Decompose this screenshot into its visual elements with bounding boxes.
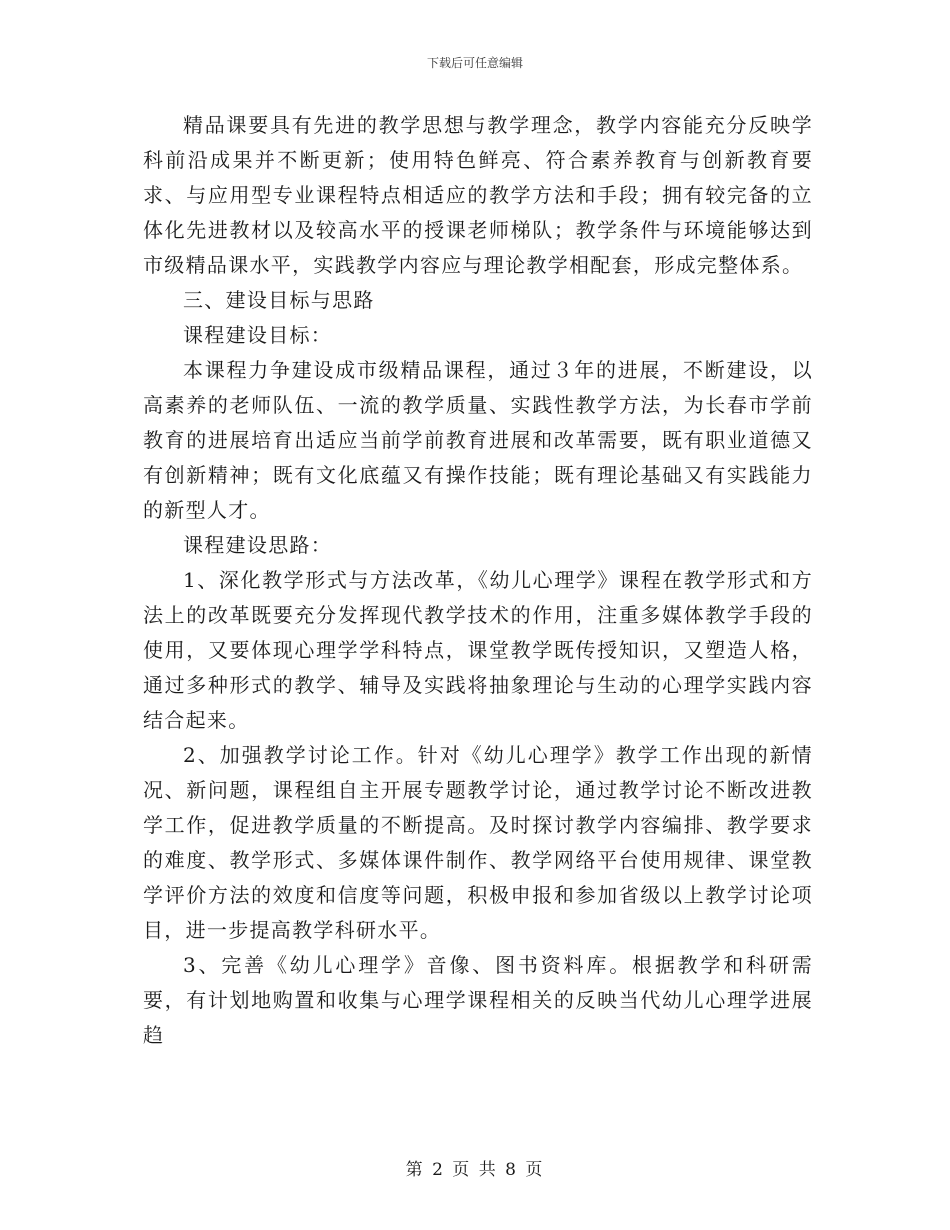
paragraph-approach-1: 1、深化教学形式与方法改革，《幼儿心理学》课程在教学形式和方法上的改革既要充分发挥现代教学技术的作用，注重多媒体教学手段的使用，又要体现心理学学科特点，课堂教学既传授知识，又塑造人格，通过多种形式的教学、辅导及实践将抽象理论与生动的心理学实践内容结合起来。 bbox=[143, 568, 813, 732]
page-number-footer: 第 2 页 共 8 页 bbox=[405, 1160, 545, 1180]
subheading-construction-goal: 课程建设目标： bbox=[183, 323, 333, 347]
paragraph-construction-goal: 本课程力争建设成市级精品课程，通过３年的进展，不断建设，以高素养的老师队伍、一流的教学质量、实践性教学方法，为长春市学前教育的进展培育出适应当前学前教育进展和改革需要，既有职业道德又有创新精神；既有文化底蕴又有操作技能；既有理论基础又有实践能力的新型人才。 bbox=[143, 358, 813, 522]
section-heading-goals: 三、建设目标与思路 bbox=[183, 288, 375, 312]
paragraph-approach-3: 3、完善《幼儿心理学》音像、图书资料库。根据教学和科研需要，有计划地购置和收集与心理学课程相关的反映当代幼儿心理学进展趋 bbox=[143, 953, 813, 1047]
paragraph-course-requirements: 精品课要具有先进的教学思想与教学理念，教学内容能充分反映学科前沿成果并不断更新；使用特色鲜亮、符合素养教育与创新教育要求、与应用型专业课程特点相适应的教学方法和手段；拥有较完备的立体化先进教材以及较高水平的授课老师梯队；教学条件与环境能够达到市级精品课水平，实践教学内容应与理论教学相配套，形成完整体系。 bbox=[143, 113, 813, 277]
document-body bbox=[143, 108, 813, 1053]
page-header-note: 下载后可任意编辑 bbox=[426, 56, 523, 70]
paragraph-approach-2: 2、加强教学讨论工作。针对《幼儿心理学》教学工作出现的新情况、新问题，课程组自主开展专题教学讨论，通过教学讨论不断改进教学工作，促进教学质量的不断提高。及时探讨教学内容编排、教学要求的难度、教学形式、多媒体课件制作、教学网络平台使用规律、课堂教学评价方法的效度和信度等问题，积极申报和参加省级以上教学讨论项目，进一步提高教学科研水平。 bbox=[143, 743, 813, 942]
subheading-construction-approach: 课程建设思路： bbox=[183, 533, 333, 557]
